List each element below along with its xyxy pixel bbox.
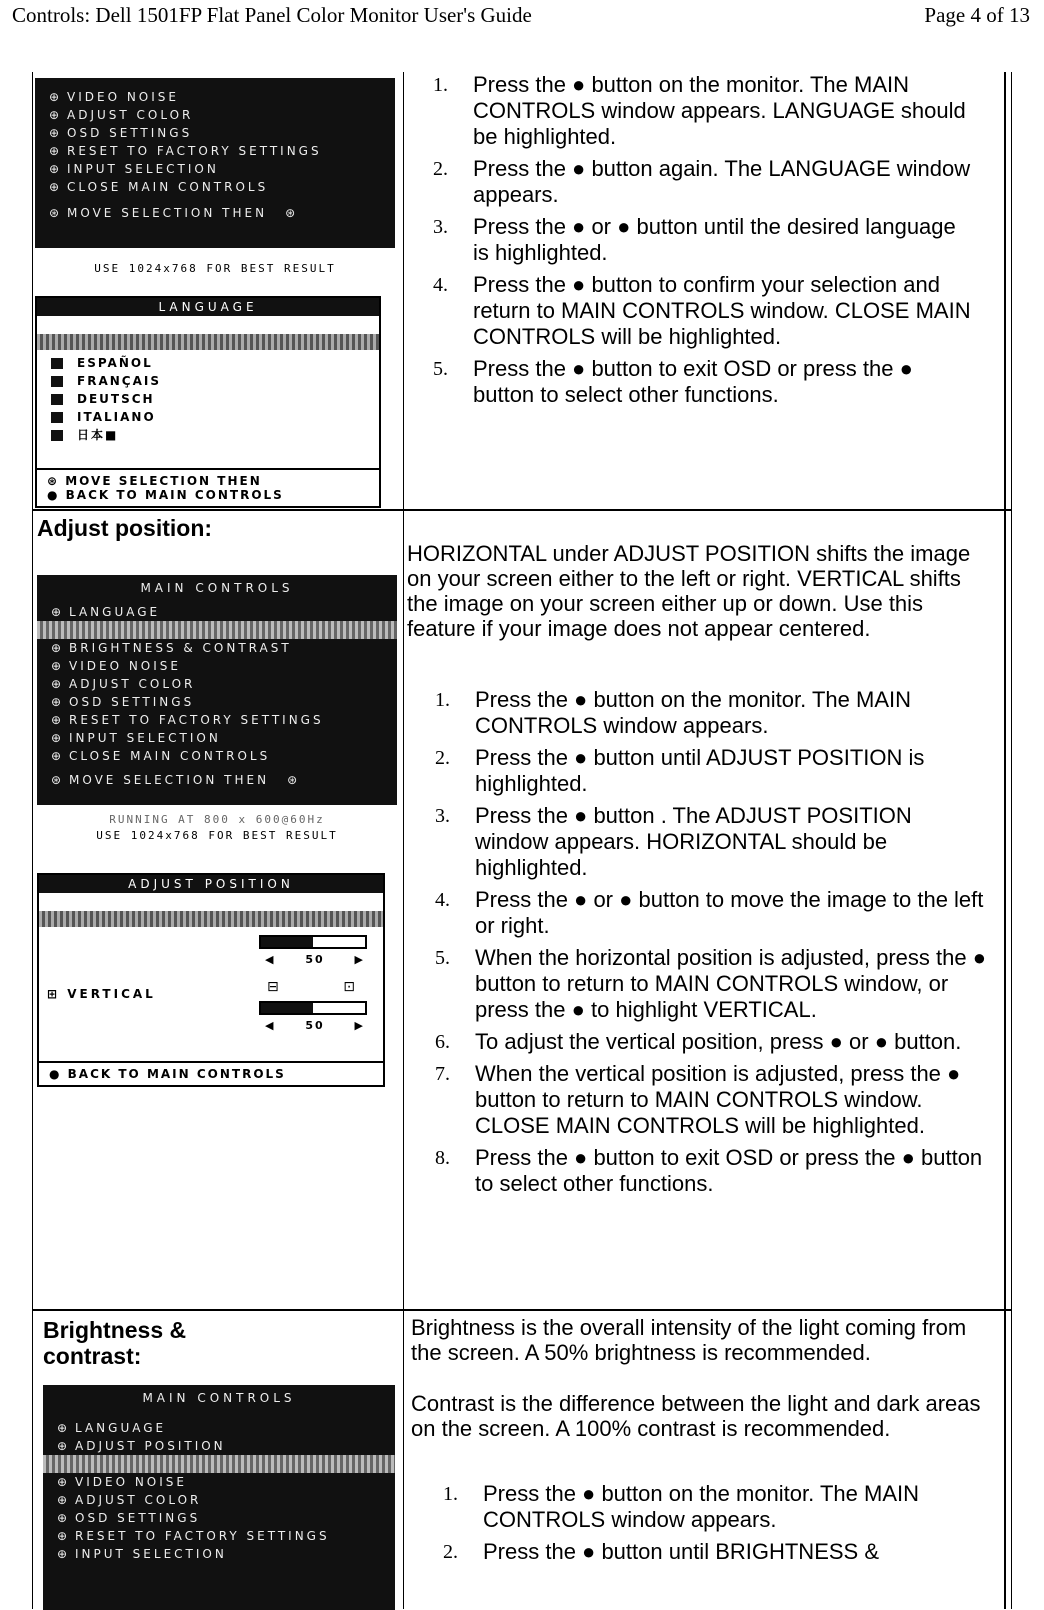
horizontal-value-row [265, 953, 365, 966]
instruction-step [415, 214, 975, 266]
language-option [37, 408, 379, 426]
left-arrow-icon: ◀ [265, 953, 276, 966]
osd-menu-item [35, 106, 395, 124]
osd-title: MAIN CONTROLS [142, 1391, 296, 1405]
right-border [1004, 1311, 1006, 1609]
row-adjust-position [32, 510, 1012, 1310]
step-number: 2. [435, 747, 450, 769]
osd-main-controls-screen [43, 1385, 395, 1610]
vertical-slider [259, 1001, 367, 1015]
step-number: 4. [433, 274, 448, 296]
step-text: To adjust the vertical position, press ● or ● button. [475, 1029, 962, 1054]
left-arrow-icon: ◀ [265, 1019, 276, 1032]
osd-menu-item-label: RESET TO FACTORY SETTINGS [75, 1529, 330, 1543]
language-option-label: DEUTSCH [77, 392, 155, 406]
osd-horizontal-highlight [39, 911, 383, 927]
osd-menu-item [37, 747, 397, 765]
screen-down-icon: ⊟ [267, 979, 279, 995]
step-text: Press the ● button . The ADJUST POSITION window appears. HORIZONTAL should be highlighted. [475, 803, 912, 880]
osd-settings-icon: ⊕ [49, 126, 60, 140]
step-text: Press the ● button on the monitor. The MAIN CONTROLS window appears. [483, 1481, 919, 1532]
instruction-step [417, 1029, 987, 1055]
step-text: Press the ● button until BRIGHTNESS & [483, 1539, 879, 1564]
osd-menu-item [37, 657, 397, 675]
osd-menu-item [43, 1509, 395, 1527]
language-steps [415, 72, 975, 414]
instruction-step [415, 156, 975, 208]
step-number: 1. [433, 74, 448, 96]
osd-settings-icon: ⊕ [57, 1511, 68, 1525]
video-noise-icon: ⊕ [51, 659, 62, 673]
osd-menu-item [35, 124, 395, 142]
step-number: 4. [435, 889, 450, 911]
horizontal-value: 50 [305, 953, 325, 966]
osd-menu-item-label: INPUT SELECTION [67, 162, 219, 176]
osd-menu-item [37, 621, 397, 639]
osd-menu-item [37, 693, 397, 711]
page-number: Page 4 of 13 [924, 3, 1030, 27]
step-text: Press the ● or ● button until the desired language is highlighted. [473, 214, 956, 265]
right-arrow-icon: ▶ [354, 953, 365, 966]
language-option-label: ESPAÑOL [77, 356, 153, 370]
adjust-position-osd-cell [33, 511, 404, 1309]
step-number: 7. [435, 1063, 450, 1085]
step-text: Press the ● button on the monitor. The MAIN CONTROLS window appears. [475, 687, 911, 738]
section-title-brightness-contrast: Brightness & contrast: [43, 1317, 187, 1369]
instruction-step [417, 745, 987, 797]
right-border [1004, 511, 1006, 1309]
brightness-osd-cell [33, 1311, 404, 1609]
language-icon: ⊕ [57, 1421, 68, 1435]
flag-icon [51, 358, 63, 369]
osd-resolution-caption: USE 1024x768 FOR BEST RESULT [96, 829, 338, 842]
language-osd-cell [33, 72, 404, 509]
instruction-step [417, 1061, 987, 1139]
osd-menu-item [43, 1491, 395, 1509]
flag-icon [51, 430, 63, 441]
osd-main-controls-screen [35, 78, 395, 248]
step-text: When the horizontal position is adjusted, press the ● button to return to MAIN CONTROLS window, or press the ● to highlight VERTICAL. [475, 945, 987, 1022]
language-option-label: ITALIANO [77, 410, 156, 424]
reset-icon: ⊕ [57, 1529, 68, 1543]
row-language [32, 72, 1012, 510]
step-number: 5. [435, 947, 450, 969]
button-icon: ⊛ [287, 773, 301, 787]
adjust-color-icon: ⊕ [49, 108, 60, 122]
osd-menu-item-label: VIDEO NOISE [69, 659, 181, 673]
flag-icon [51, 376, 63, 387]
instruction-step [417, 687, 987, 739]
vertical-icon: ⊞ [47, 987, 68, 1001]
video-noise-icon: ⊕ [57, 1475, 68, 1489]
osd-menu-item-label: LANGUAGE [75, 1421, 167, 1435]
osd-menu-item [35, 88, 395, 106]
video-noise-icon: ⊕ [49, 90, 60, 104]
osd-settings-icon: ⊕ [51, 695, 62, 709]
instruction-step [417, 1145, 987, 1197]
language-option-label: 日本■ [77, 428, 119, 442]
osd-menu-item-label: LANGUAGE [69, 605, 161, 619]
osd-menu-item-label: ADJUST COLOR [75, 1493, 202, 1507]
step-number: 8. [435, 1147, 450, 1169]
osd-main-controls-screen [37, 575, 397, 805]
reset-icon: ⊕ [49, 144, 60, 158]
osd-refresh-caption: RUNNING AT 800 x 600@60Hz [109, 813, 325, 826]
osd-menu-item [43, 1419, 395, 1437]
osd-menu-item-label: INPUT SELECTION [75, 1547, 227, 1561]
osd-menu-item [37, 729, 397, 747]
osd-menu-item [43, 1437, 395, 1455]
instruction-step [415, 72, 975, 150]
button-icon: ⊛ [285, 206, 299, 220]
osd-menu-item [37, 675, 397, 693]
vertical-value: 50 [305, 1019, 325, 1032]
button-icon: ● [49, 1067, 68, 1081]
osd-resolution-caption: USE 1024x768 FOR BEST RESULT [94, 262, 336, 275]
osd-menu-item-label: ADJUST COLOR [69, 677, 196, 691]
osd-language-window [35, 296, 381, 508]
step-text: Press the ● button to exit OSD or press the ● button to select other functions. [475, 1145, 983, 1196]
brightness-text-cell [403, 1311, 1011, 1609]
osd-menu-item-label: VIDEO NOISE [75, 1475, 187, 1489]
osd-menu-item-label: OSD SETTINGS [67, 126, 193, 140]
language-icon: ⊕ [51, 605, 62, 619]
language-option-list [37, 354, 379, 444]
step-text: Press the ● button to confirm your selection and return to MAIN CONTROLS window. CLOSE MAIN CONTROLS will be highlighted. [473, 272, 971, 349]
osd-menu-item-label: OSD SETTINGS [69, 695, 195, 709]
osd-item-list [37, 595, 397, 765]
osd-menu-item [43, 1545, 395, 1563]
step-number: 1. [443, 1483, 458, 1505]
step-number: 1. [435, 689, 450, 711]
osd-menu-item-label: INPUT SELECTION [69, 731, 221, 745]
osd-adjust-position-window [37, 873, 385, 1087]
step-number: 5. [433, 358, 448, 380]
document-title: Controls: Dell 1501FP Flat Panel Color Monitor User's Guide [12, 3, 532, 27]
osd-menu-item [43, 1527, 395, 1545]
step-text: Press the ● button again. The LANGUAGE window appears. [473, 156, 971, 207]
adjust-color-icon: ⊕ [57, 1493, 68, 1507]
osd-menu-item [43, 1473, 395, 1491]
input-selection-icon: ⊕ [57, 1547, 68, 1561]
brightness-steps [425, 1481, 985, 1571]
step-number: 2. [443, 1541, 458, 1563]
adjust-color-icon: ⊕ [51, 677, 62, 691]
vertical-row: ⊞ VERTICAL [47, 987, 156, 1001]
osd-menu-item-label: OSD SETTINGS [75, 1511, 201, 1525]
brightness-paragraph: Brightness is the overall intensity of the light coming from the screen. A 50% brightness is recommended. [411, 1315, 967, 1365]
instruction-step [417, 887, 987, 939]
osd-menu-item-label: ADJUST COLOR [67, 108, 194, 122]
input-selection-icon: ⊕ [51, 731, 62, 745]
step-number: 6. [435, 1031, 450, 1053]
osd-position-footer: ● BACK TO MAIN CONTROLS [39, 1061, 383, 1085]
input-selection-icon: ⊕ [49, 162, 60, 176]
osd-adjust-position-title: ADJUST POSITION [39, 875, 383, 893]
osd-menu-item-label: RESET TO FACTORY SETTINGS [67, 144, 322, 158]
osd-menu-item-label: ADJUST POSITION [75, 1439, 226, 1453]
osd-language-footer: ⊛ MOVE SELECTION THEN ● BACK TO MAIN CONTROLS [37, 468, 379, 506]
step-number: 3. [433, 216, 448, 238]
osd-menu-item [37, 603, 397, 621]
contrast-paragraph: Contrast is the difference between the light and dark areas on the screen. A 100% contrast is recommended. [411, 1391, 981, 1441]
osd-selection-highlight [37, 334, 379, 350]
horizontal-slider [259, 935, 367, 949]
brightness-icon: ⊕ [51, 641, 62, 655]
osd-menu-item-label: CLOSE MAIN CONTROLS [67, 180, 269, 194]
step-text: Press the ● button to exit OSD or press the ● button to select other functions. [473, 356, 913, 407]
osd-menu-item [37, 711, 397, 729]
instruction-step [415, 272, 975, 350]
language-steps-cell [403, 72, 1011, 509]
osd-title: MAIN CONTROLS [140, 581, 294, 595]
instruction-step [425, 1481, 985, 1533]
step-text: Press the ● or ● button to move the image to the left or right. [475, 887, 984, 938]
screen-up-icon: ⊡ [343, 979, 355, 995]
instruction-step [415, 356, 975, 408]
vertical-value-row [265, 1019, 365, 1032]
osd-menu-item-label: CLOSE MAIN CONTROLS [69, 749, 271, 763]
osd-menu-item-label: BRIGHTNESS & CONTRAST [69, 641, 292, 655]
language-option [37, 372, 379, 390]
page-header [0, 0, 1044, 34]
osd-menu-item-label: VIDEO NOISE [67, 90, 179, 104]
adjust-position-steps [417, 687, 987, 1203]
row-brightness-contrast [32, 1310, 1012, 1609]
instruction-step [417, 803, 987, 881]
right-border [1004, 72, 1006, 509]
osd-menu-item [43, 1455, 395, 1473]
osd-language-title: LANGUAGE [37, 298, 379, 316]
osd-footer: ⊛ MOVE SELECTION THEN ⊛ [51, 773, 301, 787]
language-option [37, 390, 379, 408]
flag-icon [51, 412, 63, 423]
language-option-label: FRANÇAIS [77, 374, 161, 388]
osd-menu-item [35, 142, 395, 160]
step-number: 3. [435, 805, 450, 827]
language-option [37, 354, 379, 372]
arrows-icon: ⊛ [47, 474, 66, 488]
adjust-position-text-cell [403, 511, 1011, 1309]
reset-icon: ⊕ [51, 713, 62, 727]
step-text: Press the ● button until ADJUST POSITION is highlighted. [475, 745, 925, 796]
adjust-position-icon: ⊕ [57, 1439, 68, 1453]
section-title-adjust-position: Adjust position: [37, 515, 213, 541]
close-icon: ⊕ [49, 180, 60, 194]
osd-item-list [43, 1405, 395, 1563]
step-number: 2. [433, 158, 448, 180]
step-text: When the vertical position is adjusted, press the ● button to return to MAIN CONTROLS window. CLOSE MAIN CONTROLS will be highlighted. [475, 1061, 961, 1138]
instruction-step [425, 1539, 985, 1565]
osd-menu-item [37, 639, 397, 657]
flag-icon [51, 394, 63, 405]
adjust-position-intro: HORIZONTAL under ADJUST POSITION shifts the image on your screen either to the left or right. VERTICAL shifts the image on your screen either up or down. Use this feature if your image does not appear centered. [407, 541, 971, 641]
osd-menu-item [35, 160, 395, 178]
osd-menu-item [35, 178, 395, 196]
close-icon: ⊕ [51, 749, 62, 763]
arrows-icon: ⊛ [51, 773, 62, 787]
instruction-step [417, 945, 987, 1023]
osd-footer: ⊛ MOVE SELECTION THEN ⊛ [49, 206, 299, 220]
osd-item-list [35, 78, 395, 196]
right-arrow-icon: ▶ [354, 1019, 365, 1032]
vertical-end-icons [267, 979, 355, 995]
language-option [37, 426, 379, 444]
button-icon: ● [47, 488, 66, 502]
osd-menu-item-label: RESET TO FACTORY SETTINGS [69, 713, 324, 727]
arrows-icon: ⊛ [49, 206, 60, 220]
step-text: Press the ● button on the monitor. The MAIN CONTROLS window appears. LANGUAGE should be highlighted. [473, 72, 966, 149]
